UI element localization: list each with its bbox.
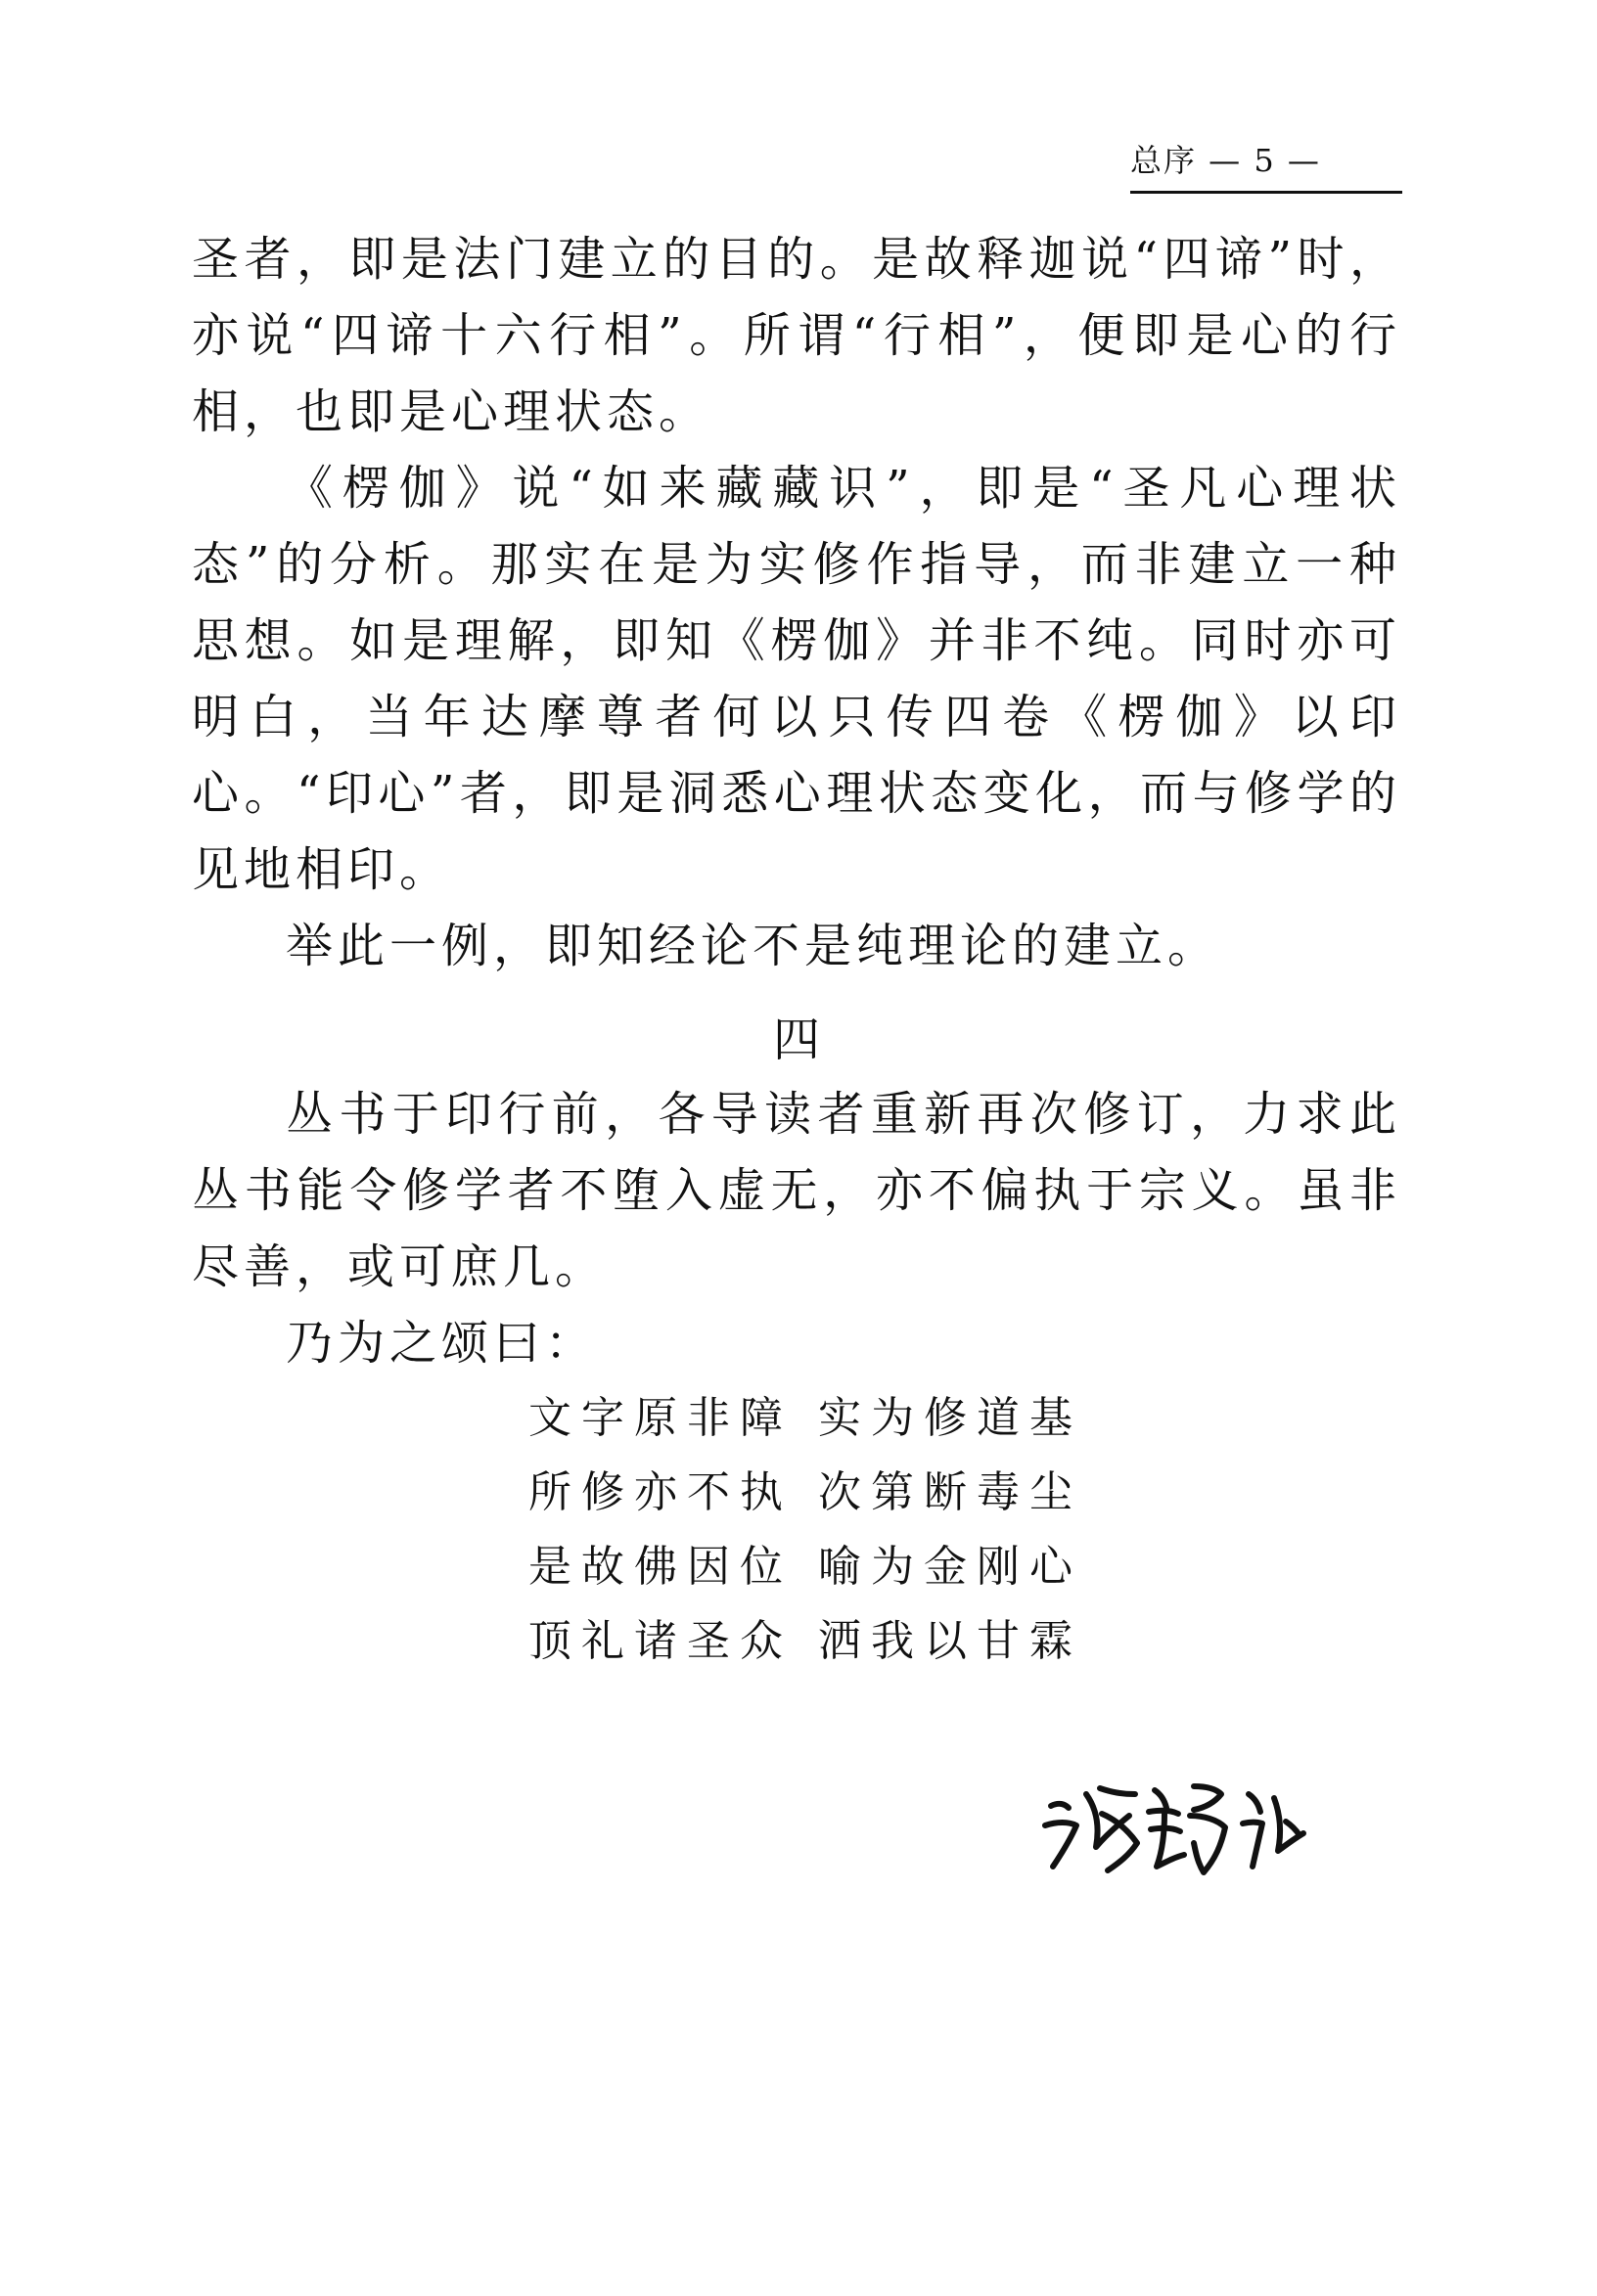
handwritten-signature <box>1039 1765 1313 1882</box>
verse-line-first-half: 是故佛因位 <box>528 1542 793 1592</box>
verse-line-first-half: 文字原非障 <box>528 1393 793 1443</box>
verse-block <box>528 1381 1108 1679</box>
header-rule <box>1130 191 1402 194</box>
running-title: 总序 — 5 — <box>1130 142 1321 179</box>
verse-intro-paragraph: 乃为之颂曰： <box>286 1316 598 1371</box>
verse-line-second-half: 洒我以甘霖 <box>818 1616 1082 1666</box>
verse-line-first-half: 所修亦不执 <box>528 1467 793 1517</box>
verse-line <box>528 1456 1108 1530</box>
verse-line-second-half: 实为修道基 <box>818 1393 1082 1443</box>
continuation-paragraph: 圣者，即是法门建立的目的。是故释迦说“四谛”时，亦说“四谛十六行相”。所谓“行相”，便即是心的行相，也即是心理状态。 <box>192 232 1401 439</box>
body-text-top <box>192 221 1401 984</box>
revision-paragraph: 丛书于印行前，各导读者重新再次修订，力求此丛书能令修学者不堕入虚无，亦不偏执于宗义。虽非尽善，或可庶几。 <box>192 1087 1401 1294</box>
running-header <box>1130 137 1402 184</box>
lankavatara-paragraph: 《楞伽》说“如来藏藏识”，即是“圣凡心理状态”的分析。那实在是为实修作指导，而非建立一种思想。如是理解，即知《楞伽》并非不纯。同时亦可明白，当年达摩尊者何以只传四卷《楞伽》以印心。“印心”者，即是洞悉心理状态变化，而与修学的见地相印。 <box>192 461 1401 897</box>
verse-line-second-half: 喻为金刚心 <box>818 1542 1082 1592</box>
verse-line <box>528 1381 1108 1456</box>
verse-line <box>528 1604 1108 1679</box>
example-paragraph: 举此一例，即知经论不是纯理论的建立。 <box>286 919 1220 973</box>
section-number: 四 <box>772 1013 820 1067</box>
body-text-bottom <box>192 1076 1401 1381</box>
verse-line-first-half: 顶礼诸圣众 <box>528 1616 793 1666</box>
verse-line <box>528 1530 1108 1604</box>
verse-line-second-half: 次第断毒尘 <box>818 1467 1082 1517</box>
